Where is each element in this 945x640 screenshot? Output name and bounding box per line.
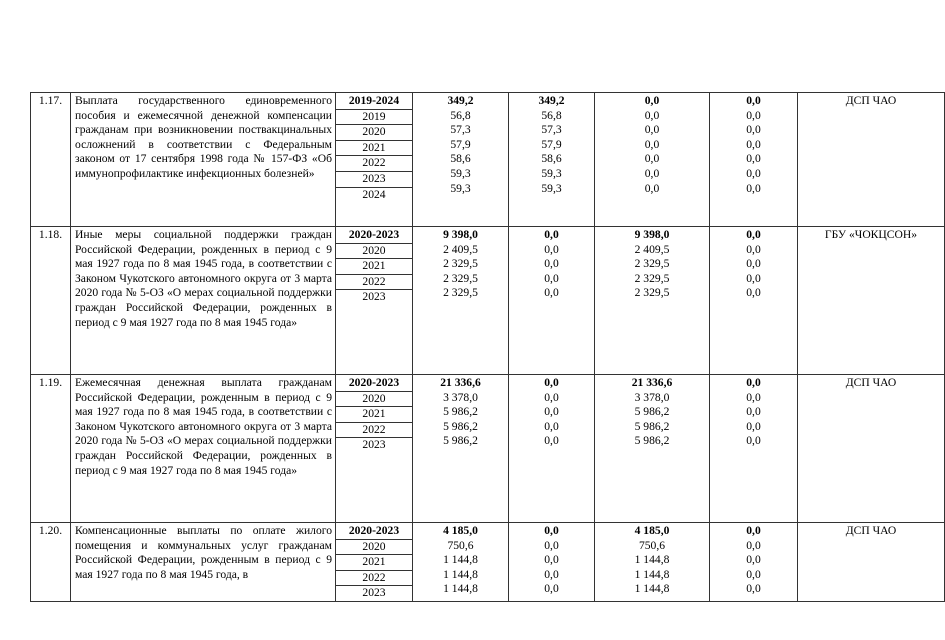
period-year: 2023	[336, 172, 412, 188]
period-year: 2022	[336, 571, 412, 587]
regional-amount-cell	[595, 93, 710, 227]
period-cell	[336, 227, 413, 375]
row-description: Иные меры социальной поддержки граждан Российской Федерации, рожденных в период с 9 мая 1927 года по 8 мая 1945 года, в соответствии с Законом Чукотского автономного округа от 3 марта 2020 года № 5-ОЗ «О мерах социальной поддержки граждан Российской Федерации, рожденных в период с 9 мая 1927 года по 8 мая 1945 года»	[71, 227, 336, 375]
amount-value: 9 398,0	[443, 228, 478, 241]
period-year: 2022	[336, 423, 412, 439]
executor-cell: ДСП ЧАО	[798, 523, 945, 602]
period-year: 2024	[362, 187, 386, 201]
amount-value: 0,0	[544, 286, 559, 300]
amount-value: 750,6	[447, 538, 474, 552]
executor-cell: ДСП ЧАО	[798, 375, 945, 523]
amount-value: 0,0	[746, 152, 761, 166]
period-year: 2021	[336, 555, 412, 571]
amount-value: 2 329,5	[443, 271, 478, 285]
table-row	[31, 93, 945, 227]
amount-value: 0,0	[644, 94, 660, 107]
period-year: 2022	[336, 275, 412, 291]
row-description: Ежемесячная денежная выплата гражданам Российской Федерации, рожденным в период с 9 мая 1927 года по 8 мая 1945 года, в соответствии с Законом Чукотского автономного округа от 3 марта 2020 года № 5-ОЗ «О мерах социальной поддержки граждан Российской Федерации, рожденных в период с 9 мая 1927 года по 8 мая 1945 года»	[71, 375, 336, 523]
amount-value: 0,0	[644, 137, 660, 151]
amount-value: 5 986,2	[443, 434, 478, 448]
amount-value: 2 409,5	[443, 242, 478, 256]
amount-value: 5 986,2	[443, 419, 478, 433]
amount-value: 59,3	[450, 166, 471, 180]
row-number: 1.19.	[31, 375, 71, 523]
amount-value: 0,0	[746, 376, 761, 389]
amount-value: 0,0	[746, 228, 761, 241]
period-year: 2020	[336, 125, 412, 141]
amount-value: 0,0	[644, 181, 660, 195]
amount-value: 4 185,0	[443, 524, 478, 537]
amount-value: 0,0	[746, 434, 761, 448]
row-number: 1.20.	[31, 523, 71, 602]
amount-value: 3 378,0	[443, 390, 478, 404]
amount-value: 2 329,5	[443, 286, 478, 300]
row-description: Компенсационные выплаты по оплате жилого помещения и коммунальных услуг гражданам Российской Федерации, рожденным в период с 9 мая 1927 года по 8 мая 1945 года, в	[71, 523, 336, 602]
amount-value: 0,0	[746, 524, 761, 537]
amount-value: 750,6	[638, 538, 666, 552]
other-amount-cell	[710, 523, 798, 602]
amount-value: 0,0	[746, 166, 761, 180]
amount-value: 0,0	[544, 524, 559, 537]
amount-value: 21 336,6	[440, 376, 481, 389]
row-number: 1.18.	[31, 227, 71, 375]
amount-value: 0,0	[746, 286, 761, 300]
amount-value: 0,0	[746, 567, 761, 581]
amount-value: 0,0	[644, 108, 660, 122]
amount-value: 1 144,8	[443, 567, 478, 581]
period-year: 2021	[336, 259, 412, 275]
amount-value: 9 398,0	[634, 228, 670, 241]
amount-value: 0,0	[544, 242, 559, 256]
amount-value: 3 378,0	[634, 390, 670, 404]
amount-value: 56,8	[450, 108, 471, 122]
amount-value: 0,0	[544, 228, 559, 241]
amount-value: 58,6	[450, 152, 471, 166]
row-description: Выплата государственного единовременного пособия и ежемесячной денежной компенсации гражданам при возникновении поствакцинальных осложнений в соответствии с Федеральным законом от 17 сентября 1998 года № 157-ФЗ «Об иммунопрофилактике инфекционных болезней»	[71, 93, 336, 227]
period-year: 2022	[336, 156, 412, 172]
amount-value: 0,0	[746, 108, 761, 122]
amount-value: 2 409,5	[634, 242, 670, 256]
amount-value: 0,0	[544, 419, 559, 433]
period-cell	[336, 375, 413, 523]
amount-value: 57,9	[541, 137, 562, 151]
period-total: 2020-2023	[336, 524, 412, 540]
federal-amount-cell	[509, 93, 595, 227]
other-amount-cell	[710, 227, 798, 375]
row-number: 1.17.	[31, 93, 71, 227]
amount-value: 0,0	[746, 582, 761, 596]
amount-value: 2 329,5	[634, 286, 670, 300]
amount-value: 0,0	[544, 434, 559, 448]
total-amount-cell	[413, 375, 509, 523]
total-amount-cell	[413, 227, 509, 375]
amount-value: 0,0	[544, 553, 559, 567]
amount-value: 5 986,2	[634, 405, 670, 419]
amount-value: 0,0	[544, 538, 559, 552]
amount-value: 1 144,8	[443, 582, 478, 596]
period-year: 2023	[362, 586, 386, 600]
amount-value: 0,0	[746, 137, 761, 151]
amount-value: 57,9	[450, 137, 471, 151]
period-year: 2019	[336, 110, 412, 126]
period-year: 2023	[362, 438, 386, 452]
amount-value: 59,3	[541, 181, 562, 195]
period-cell	[336, 93, 413, 227]
amount-value: 0,0	[746, 538, 761, 552]
period-total: 2020-2023	[336, 228, 412, 244]
period-year: 2020	[336, 244, 412, 260]
amount-value: 0,0	[746, 94, 761, 107]
amount-value: 0,0	[544, 257, 559, 271]
period-year: 2021	[336, 141, 412, 157]
period-total: 2019-2024	[336, 94, 412, 110]
amount-value: 0,0	[644, 166, 660, 180]
total-amount-cell	[413, 93, 509, 227]
amount-value: 57,3	[541, 123, 562, 137]
amount-value: 5 986,2	[634, 434, 670, 448]
amount-value: 0,0	[644, 123, 660, 137]
federal-amount-cell	[509, 523, 595, 602]
other-amount-cell	[710, 375, 798, 523]
amount-value: 349,2	[538, 94, 565, 107]
amount-value: 5 986,2	[634, 419, 670, 433]
amount-value: 349,2	[447, 94, 474, 107]
federal-amount-cell	[509, 375, 595, 523]
amount-value: 0,0	[644, 152, 660, 166]
amount-value: 0,0	[544, 390, 559, 404]
amount-value: 0,0	[746, 242, 761, 256]
amount-value: 0,0	[544, 376, 559, 389]
program-table	[30, 92, 945, 602]
amount-value: 0,0	[746, 123, 761, 137]
regional-amount-cell	[595, 523, 710, 602]
amount-value: 1 144,8	[634, 582, 670, 596]
amount-value: 56,8	[541, 108, 562, 122]
amount-value: 0,0	[544, 405, 559, 419]
period-cell	[336, 523, 413, 602]
amount-value: 1 144,8	[634, 567, 670, 581]
table-row	[31, 227, 945, 375]
table-row	[31, 523, 945, 602]
amount-value: 0,0	[746, 390, 761, 404]
amount-value: 2 329,5	[634, 271, 670, 285]
amount-value: 2 329,5	[443, 257, 478, 271]
amount-value: 0,0	[544, 582, 559, 596]
amount-value: 0,0	[746, 257, 761, 271]
amount-value: 0,0	[746, 553, 761, 567]
amount-value: 57,3	[450, 123, 471, 137]
period-year: 2023	[362, 290, 386, 304]
table-row	[31, 375, 945, 523]
executor-cell: ГБУ «ЧОКЦСОН»	[798, 227, 945, 375]
amount-value: 21 336,6	[631, 376, 673, 389]
amount-value: 59,3	[541, 166, 562, 180]
amount-value: 59,3	[450, 181, 471, 195]
period-year: 2020	[336, 540, 412, 556]
amount-value: 2 329,5	[634, 257, 670, 271]
amount-value: 0,0	[544, 271, 559, 285]
other-amount-cell	[710, 93, 798, 227]
regional-amount-cell	[595, 227, 710, 375]
amount-value: 0,0	[746, 419, 761, 433]
amount-value: 0,0	[746, 405, 761, 419]
amount-value: 0,0	[746, 271, 761, 285]
period-year: 2020	[336, 392, 412, 408]
amount-value: 0,0	[544, 567, 559, 581]
period-total: 2020-2023	[336, 376, 412, 392]
amount-value: 0,0	[746, 181, 761, 195]
amount-value: 5 986,2	[443, 405, 478, 419]
executor-cell: ДСП ЧАО	[798, 93, 945, 227]
amount-value: 58,6	[541, 152, 562, 166]
total-amount-cell	[413, 523, 509, 602]
federal-amount-cell	[509, 227, 595, 375]
amount-value: 4 185,0	[634, 524, 670, 537]
period-year: 2021	[336, 407, 412, 423]
regional-amount-cell	[595, 375, 710, 523]
amount-value: 1 144,8	[443, 553, 478, 567]
amount-value: 1 144,8	[634, 553, 670, 567]
